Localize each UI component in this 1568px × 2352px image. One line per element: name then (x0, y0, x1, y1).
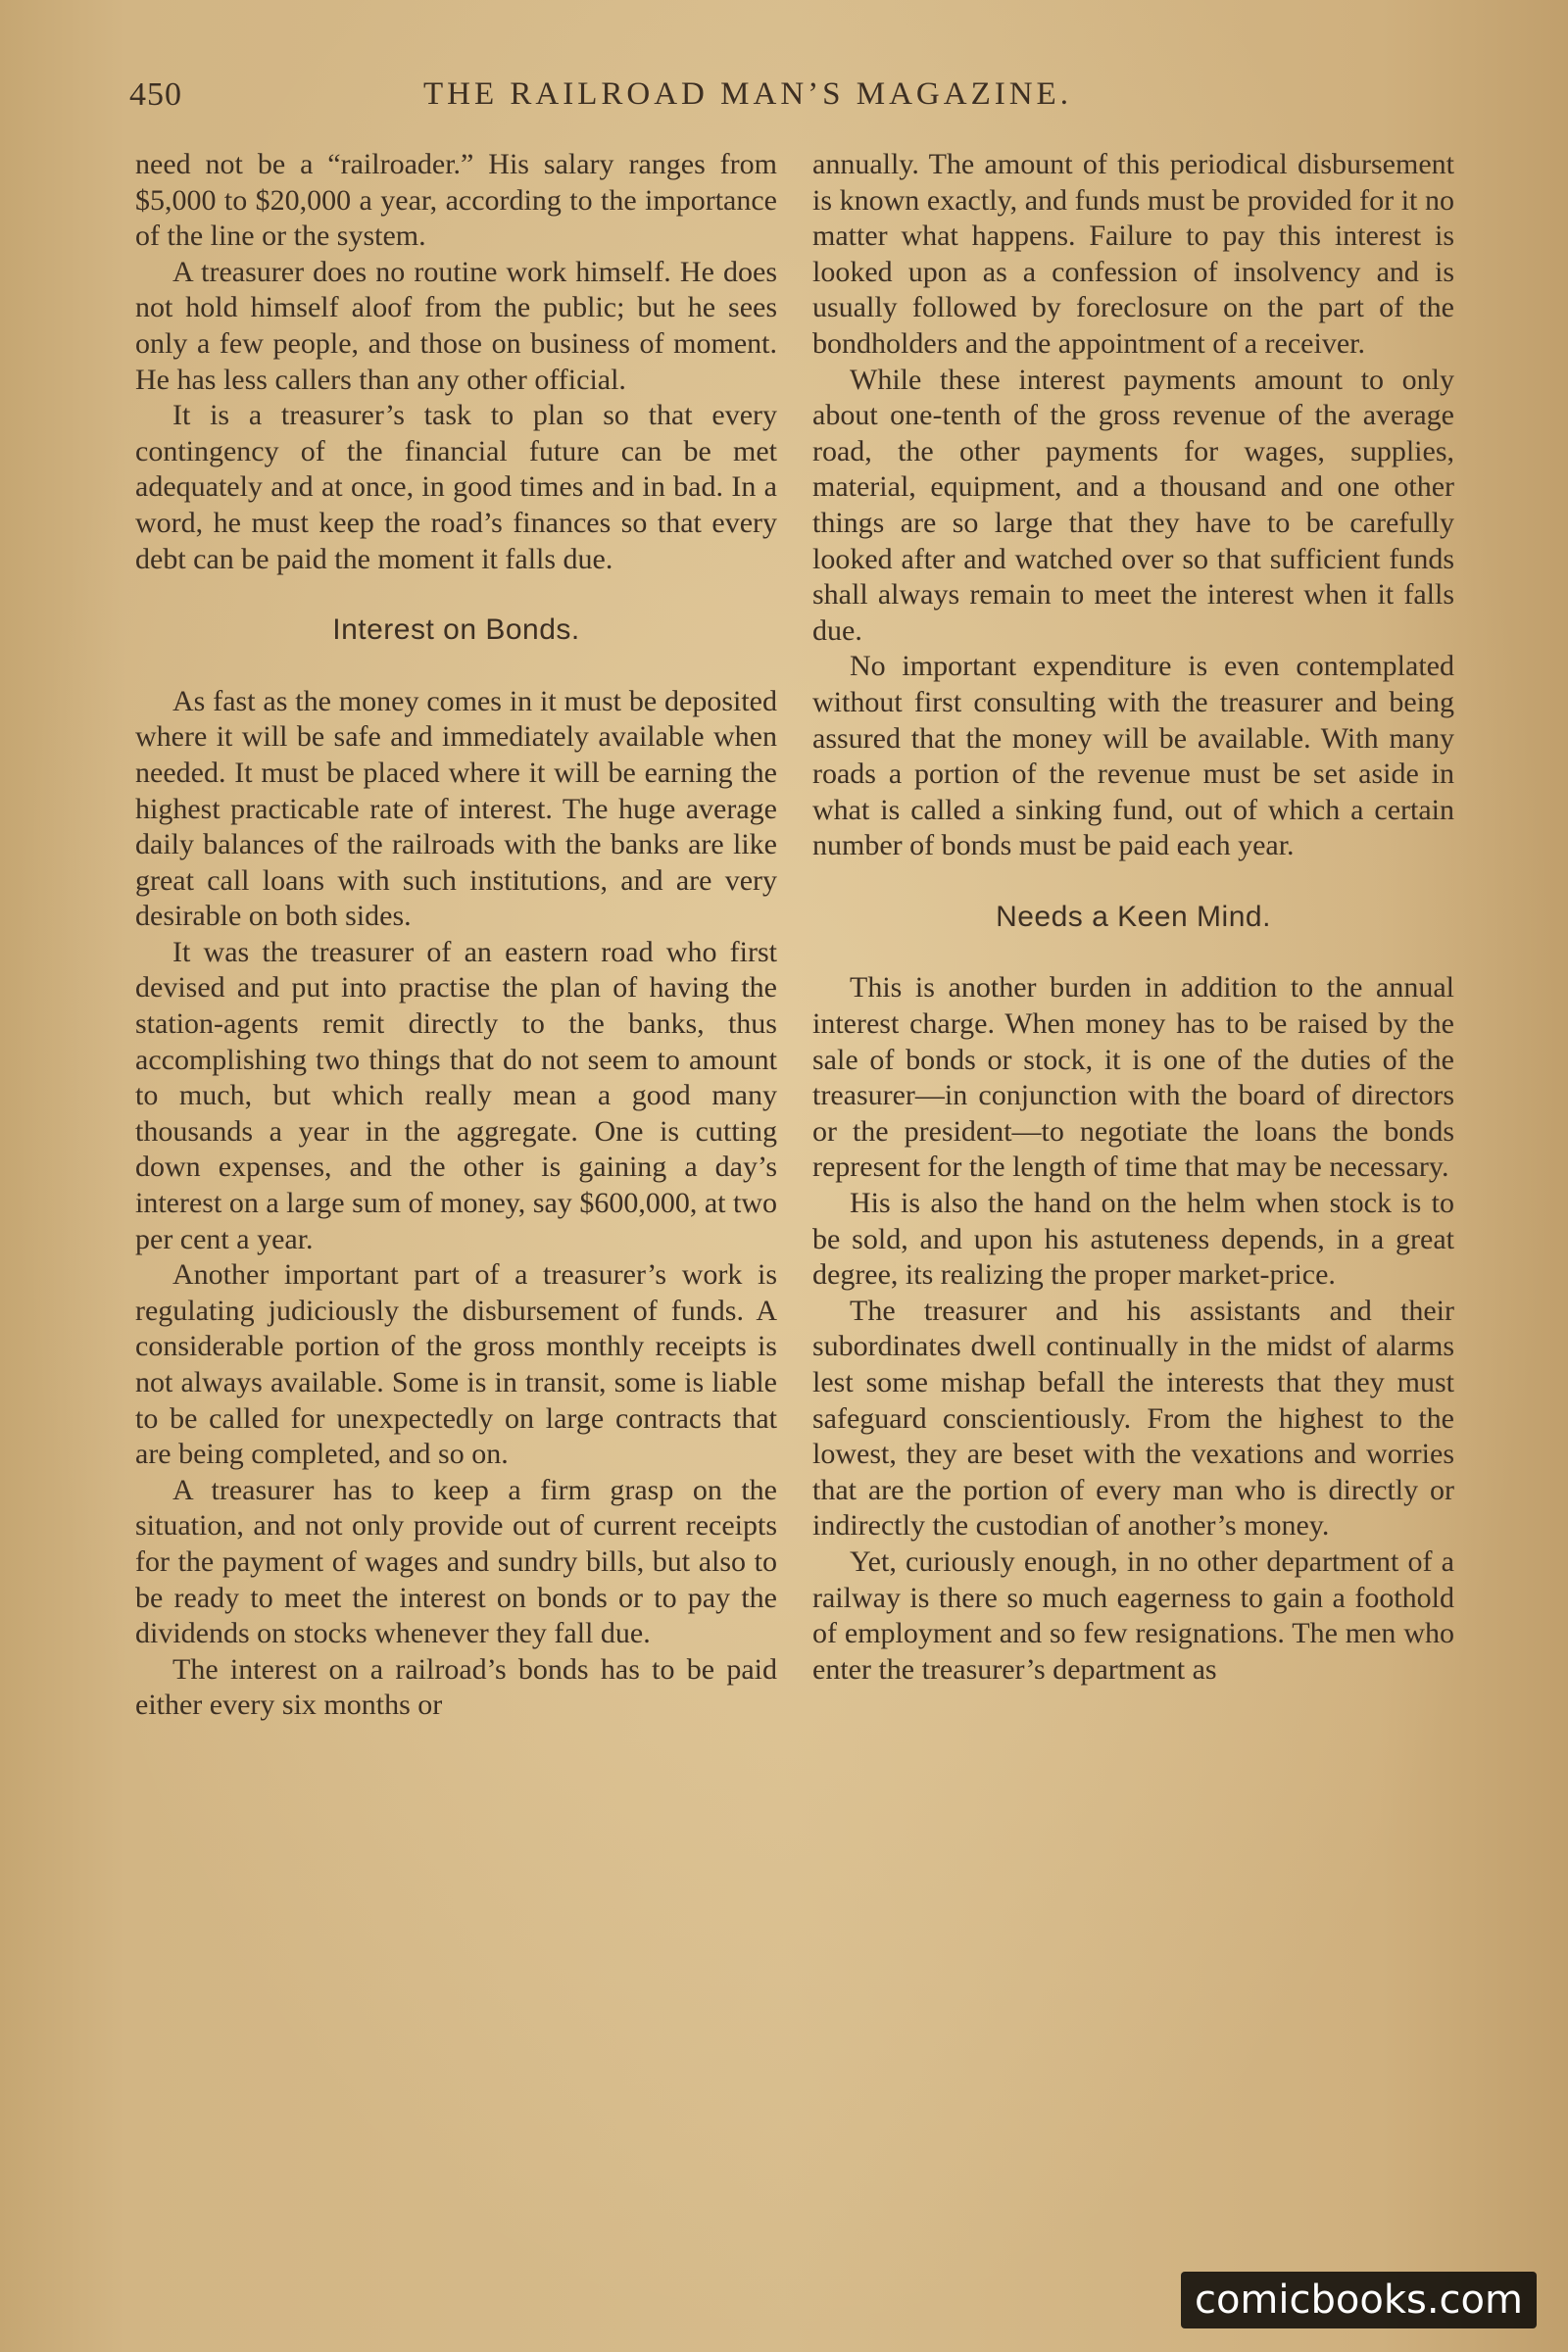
watermark: comicbooks.com (1181, 2272, 1537, 2328)
page-number: 450 (129, 76, 182, 113)
paragraph: Yet, curiously enough, in no other department of a railway is there so much eagerness to gain a foothold of employment and so few resignations. The men who enter the treasurer’s department as (812, 1544, 1454, 1686)
paragraph: The interest on a railroad’s bonds has to be paid either every six months or (135, 1652, 777, 1722)
paragraph: This is another burden in addition to the annual interest charge. When money has to be raised by the sale of bonds or stock, it is one of the duties of the treasurer—in conjunction with the board of directors or the president—to negotiate the loans the bonds represent for the length of time that may be necessary. (812, 971, 1454, 1184)
left-column (135, 147, 777, 1724)
paragraph: While these interest payments amount to only about one-tenth of the gross revenue of the average road, the other payments for wages, supplies, material, equipment, and a thousand and one other things are so large that they have to be carefully looked after and watched over so that sufficient funds shall always remain to meet the interest when it falls due. (812, 363, 1454, 647)
page-header (129, 76, 1470, 120)
paragraph: No important expenditure is even contemplated without first consulting with the treasurer and being assured that the money will be available. With many roads a portion of the revenue must be set aside in what is called a sinking fund, out of which a certain number of bonds must be paid each year. (812, 650, 1454, 862)
paragraph: A treasurer does no routine work himself. He does not hold himself aloof from the public; but he sees only a few people, and those on business of moment. He has less callers than any other official. (135, 255, 777, 396)
paragraph: His is also the hand on the helm when stock is to be sold, and upon his astuteness depends, in a great degree, its realizing the proper market-price. (812, 1187, 1454, 1292)
paragraph: need not be a “railroader.” His salary ranges from $5,000 to $20,000 a year, according to the importance of the line or the system. (135, 148, 777, 253)
paragraph: It was the treasurer of an eastern road who first devised and put into practise the plan of having the station-agents remit directly to the banks, thus accomplishing two things that do not seem to amount to much, but which really mean a good many thousands a year in the aggregate. One is cutting down expenses, and the other is gaining a day’s interest on a large sum of money, say $600,000, at two per cent a year. (135, 935, 777, 1255)
paragraph: Another important part of a treasurer’s work is regulating judiciously the disbursement of funds. A considerable portion of the gross monthly receipts is not always available. Some is in transit, some is liable to be called for unexpectedly on large contracts that are being completed, and so on. (135, 1258, 777, 1471)
paragraph: As fast as the money comes in it must be deposited where it will be safe and immediately available when needed. It must be placed where it will be earning the highest practicable rate of interest. The huge average daily balances of the railroads with the banks are like great call loans with such institutions, and are very desirable on both sides. (135, 684, 777, 933)
paragraph: annually. The amount of this periodical disbursement is known exactly, and funds must be provided for it no matter what happens. Failure to pay this interest is looked upon as a confession of insolvency and is usually followed by foreclosure on the part of the bondholders and the appointment of a receiver. (812, 148, 1454, 360)
right-column (812, 147, 1454, 1688)
paragraph: A treasurer has to keep a firm grasp on the situation, and not only provide out of current receipts for the payment of wages and sundry bills, but also to be ready to meet the interest on bonds or to pay the dividends on stocks whenever they fall due. (135, 1473, 777, 1650)
paragraph: It is a treasurer’s task to plan so that every contingency of the financial future can be met adequately and at once, in good times and in bad. In a word, he must keep the road’s finances so that every debt can be paid the moment it falls due. (135, 399, 777, 575)
running-title: THE RAILROAD MAN’S MAGAZINE. (423, 76, 1072, 112)
paragraph: The treasurer and his assistants and their subordinates dwell continually in the midst of alarms lest some mishap befall the interests that they must safeguard conscientiously. From the highest to the lowest, they are beset with the vexations and worries that are the portion of every man who is directly or indirectly the custodian of another’s money. (812, 1294, 1454, 1543)
section-heading: Interest on Bonds. (332, 613, 580, 647)
section-heading: Needs a Keen Mind. (996, 900, 1271, 933)
